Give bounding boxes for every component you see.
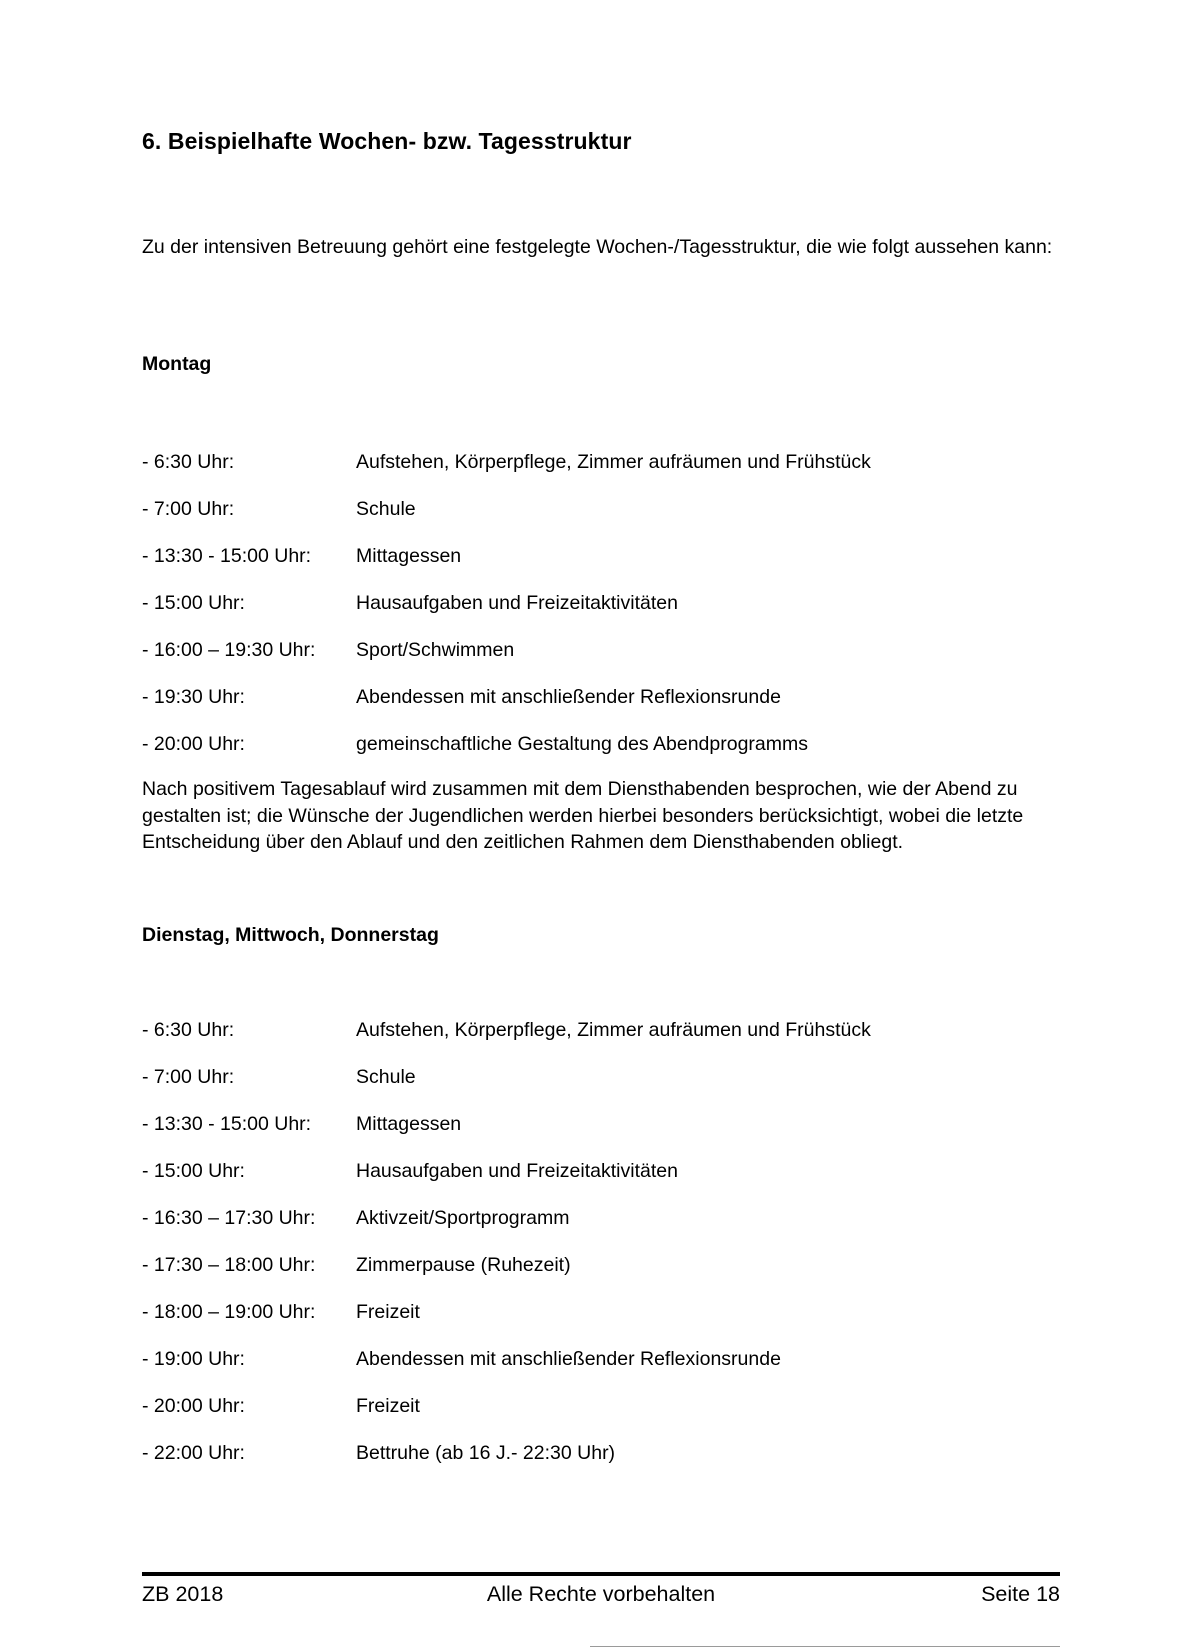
schedule-activity: Mittagessen [356, 1113, 462, 1135]
schedule-time: - 7:00 Uhr: [142, 1066, 235, 1088]
schedule-time: - 18:00 – 19:00 Uhr: [142, 1301, 316, 1323]
schedule-activity: Bettruhe (ab 16 J.- 22:30 Uhr) [356, 1442, 616, 1464]
schedule-list-montag [142, 450, 1060, 779]
page-edge-line [590, 1646, 1060, 1647]
schedule-row [142, 638, 1060, 685]
schedule-row [142, 732, 1060, 779]
page-footer [142, 1580, 1060, 1608]
footer-divider [142, 1572, 1060, 1576]
schedule-row [142, 450, 1060, 497]
schedule-activity: Schule [356, 498, 416, 520]
schedule-activity: Zimmerpause (Ruhezeit) [356, 1254, 571, 1276]
schedule-time: - 13:30 - 15:00 Uhr: [142, 545, 312, 567]
schedule-row [142, 1300, 1060, 1347]
schedule-activity: Schule [356, 1066, 416, 1088]
schedule-time: - 20:00 Uhr: [142, 1395, 245, 1417]
schedule-row [142, 544, 1060, 591]
schedule-time: - 16:00 – 19:30 Uhr: [142, 639, 316, 661]
schedule-time: - 7:00 Uhr: [142, 498, 235, 520]
montag-note-paragraph: Nach positivem Tagesablauf wird zusammen mit dem Diensthabenden besprochen, wie der Abend zu gestalten ist; die Wünsche der Jugendlichen werden hierbei besonders berücksichtigt, wobei die letzte Entscheidung über den Ablauf und den zeitlichen Rahmen dem Diensthabenden obliegt. [142, 778, 1024, 853]
schedule-time: - 6:30 Uhr: [142, 451, 235, 473]
schedule-row [142, 1394, 1060, 1441]
schedule-activity: Sport/Schwimmen [356, 639, 515, 661]
schedule-row [142, 1065, 1060, 1112]
schedule-activity: Freizeit [356, 1395, 420, 1417]
schedule-activity: gemeinschaftliche Gestaltung des Abendprogramms [356, 733, 809, 755]
schedule-activity: Hausaufgaben und Freizeitaktivitäten [356, 1160, 678, 1182]
schedule-time: - 16:30 – 17:30 Uhr: [142, 1207, 316, 1229]
schedule-row [142, 1347, 1060, 1394]
schedule-time: - 6:30 Uhr: [142, 1019, 235, 1041]
schedule-activity: Freizeit [356, 1301, 420, 1323]
schedule-activity: Aktivzeit/Sportprogramm [356, 1207, 570, 1229]
schedule-row [142, 1206, 1060, 1253]
footer-document-code: ZB 2018 [142, 1582, 224, 1606]
schedule-row [142, 497, 1060, 544]
schedule-row [142, 591, 1060, 638]
schedule-row [142, 685, 1060, 732]
schedule-activity: Abendessen mit anschließender Reflexionsrunde [356, 686, 781, 708]
schedule-row [142, 1159, 1060, 1206]
footer-page-number: Seite 18 [981, 1582, 1060, 1606]
schedule-time: - 19:00 Uhr: [142, 1348, 245, 1370]
footer-copyright: Alle Rechte vorbehalten [486, 1582, 716, 1606]
day-title-dienstag-mittwoch-donnerstag: Dienstag, Mittwoch, Donnerstag [142, 924, 439, 946]
schedule-time: - 15:00 Uhr: [142, 1160, 245, 1182]
schedule-row [142, 1441, 1060, 1488]
schedule-time: - 17:30 – 18:00 Uhr: [142, 1254, 316, 1276]
schedule-row [142, 1112, 1060, 1159]
schedule-time: - 20:00 Uhr: [142, 733, 245, 755]
schedule-activity: Mittagessen [356, 545, 462, 567]
schedule-time: - 22:00 Uhr: [142, 1442, 245, 1464]
section-heading: 6. Beispielhafte Wochen- bzw. Tagesstruktur [142, 128, 632, 154]
schedule-activity: Aufstehen, Körperpflege, Zimmer aufräumen und Frühstück [356, 451, 871, 473]
schedule-list-dienstag-mittwoch-donnerstag [142, 1018, 1060, 1488]
intro-paragraph: Zu der intensiven Betreuung gehört eine festgelegte Wochen-/Tagesstruktur, die wie folgt aussehen kann: [142, 236, 1053, 258]
schedule-activity: Hausaufgaben und Freizeitaktivitäten [356, 592, 678, 614]
schedule-time: - 15:00 Uhr: [142, 592, 245, 614]
schedule-activity: Abendessen mit anschließender Reflexionsrunde [356, 1348, 781, 1370]
schedule-row [142, 1018, 1060, 1065]
day-title-montag: Montag [142, 353, 212, 375]
schedule-time: - 13:30 - 15:00 Uhr: [142, 1113, 312, 1135]
schedule-row [142, 1253, 1060, 1300]
schedule-activity: Aufstehen, Körperpflege, Zimmer aufräumen und Frühstück [356, 1019, 871, 1041]
schedule-time: - 19:30 Uhr: [142, 686, 245, 708]
